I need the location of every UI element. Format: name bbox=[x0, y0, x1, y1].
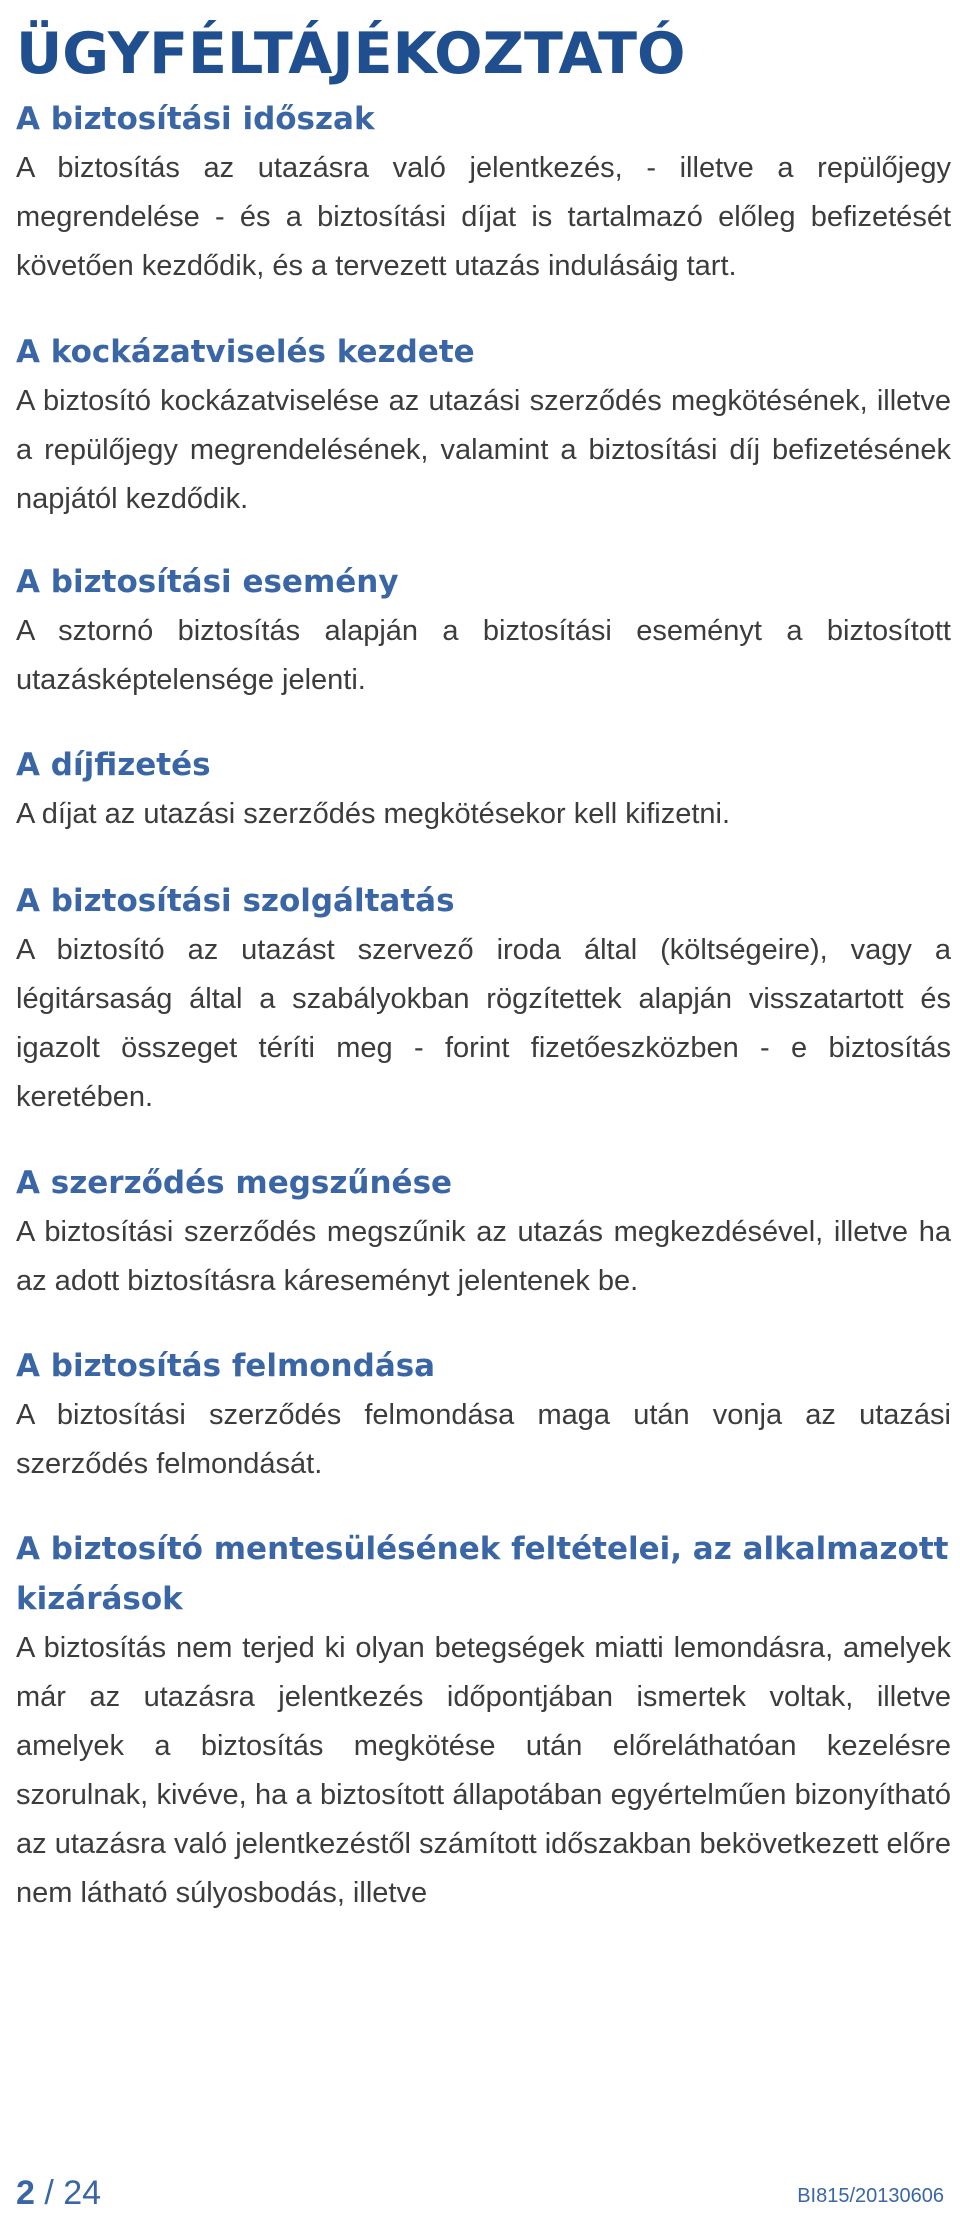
section-heading: A biztosítás felmondása bbox=[16, 1348, 436, 1384]
section-body: A biztosítás az utazásra való jelentkezés, - illetve a repülőjegy megrendelése - és a biztosítási díjat is tartalmazó előleg befizetését követően kezdődik, és a tervezett utazás indulásáig tart. bbox=[16, 152, 951, 282]
section-body: A biztosító az utazást szervező iroda által (költségeire), vagy a légitársaság által a szabályokban rögzítettek alapján visszatartott és igazolt összeget téríti meg - forint fizetőeszközben - e biztosítás keretében. bbox=[16, 934, 951, 1113]
page-separator: / bbox=[34, 2174, 64, 2212]
section-heading: A kockázatviselés kezdete bbox=[16, 334, 475, 370]
document-title: ÜGYFÉLTÁJÉKOZTATÓ bbox=[16, 21, 686, 87]
document-page bbox=[16, 14, 951, 1918]
section-exemptions bbox=[16, 1524, 951, 1918]
section-heading: A biztosítási szolgáltatás bbox=[16, 883, 455, 919]
section-heading: A díjfizetés bbox=[16, 747, 211, 783]
section-insurance-period bbox=[16, 94, 951, 291]
section-insurance-cancellation bbox=[16, 1341, 951, 1489]
section-body: A biztosító kockázatviselése az utazási szerződés megkötésének, illetve a repülőjegy megrendelésének, valamint a biztosítási díj befizetésének napjától kezdődik. bbox=[16, 385, 951, 515]
section-heading: A biztosítási időszak bbox=[16, 101, 375, 137]
document-code: BI815/20130606 bbox=[797, 2185, 944, 2207]
page-number bbox=[16, 2168, 101, 2218]
page-current: 2 bbox=[16, 2174, 35, 2212]
section-risk-start bbox=[16, 327, 951, 524]
section-body: A biztosítás nem terjed ki olyan betegségek miatti lemondásra, amelyek már az utazásra jelentkezés időpontjában ismertek voltak, illetve amelyek a biztosítás megkötése után előreláthatóan kezelésre szorulnak, kivéve, ha a biztosított állapotában egyértelműen bizonyítható az utazásra való jelentkezéstől számított időszakban bekövetkezett előre nem látható súlyosbodás, illetve bbox=[16, 1632, 951, 1909]
section-contract-termination bbox=[16, 1158, 951, 1306]
section-insurance-service bbox=[16, 876, 951, 1122]
section-heading: A biztosító mentesülésének feltételei, az alkalmazott kizárások bbox=[16, 1531, 949, 1617]
page-footer bbox=[16, 2168, 944, 2218]
page-total: 24 bbox=[63, 2174, 102, 2212]
section-heading: A szerződés megszűnése bbox=[16, 1165, 453, 1201]
section-body: A díjat az utazási szerződés megkötésekor kell kifizetni. bbox=[16, 798, 731, 830]
section-body: A sztornó biztosítás alapján a biztosítási eseményt a biztosított utazásképtelensége jelenti. bbox=[16, 615, 951, 696]
section-payment bbox=[16, 740, 951, 839]
section-body: A biztosítási szerződés felmondása maga után vonja az utazási szerződés felmondását. bbox=[16, 1399, 951, 1480]
section-insured-event bbox=[16, 557, 951, 705]
section-heading: A biztosítási esemény bbox=[16, 564, 399, 600]
section-body: A biztosítási szerződés megszűnik az utazás megkezdésével, illetve ha az adott biztosításra káreseményt jelentenek be. bbox=[16, 1216, 951, 1297]
